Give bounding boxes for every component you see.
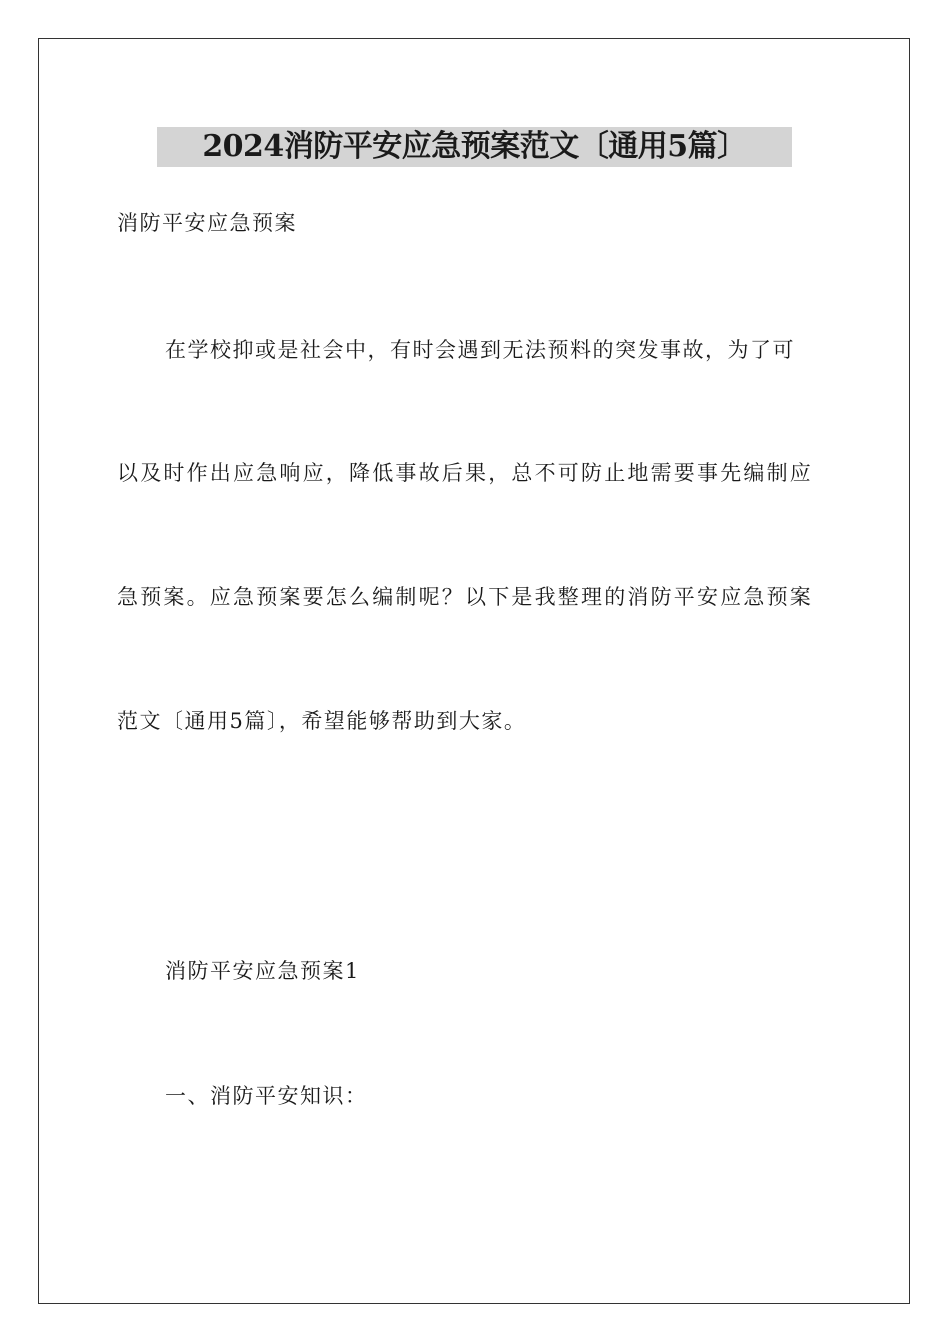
- section-heading: 消防平安应急预案1: [165, 959, 360, 983]
- intro-line-4: 范文〔通用5篇〕，希望能够帮助到大家。: [117, 709, 527, 733]
- intro-line-3: 急预案。应急预案要怎么编制呢？以下是我整理的消防平安应急预案: [117, 585, 813, 609]
- subsection-heading: 一、消防平安知识：: [165, 1084, 368, 1108]
- document-subtitle: 消防平安应急预案: [117, 211, 297, 235]
- intro-line-2: 以及时作出应急响应，降低事故后果，总不可防止地需要事先编制应: [117, 461, 813, 485]
- intro-line-1: 在学校抑或是社会中，有时会遇到无法预料的突发事故，为了可: [165, 338, 795, 362]
- document-title: 2024消防平安应急预案范文〔通用5篇〕: [157, 127, 792, 167]
